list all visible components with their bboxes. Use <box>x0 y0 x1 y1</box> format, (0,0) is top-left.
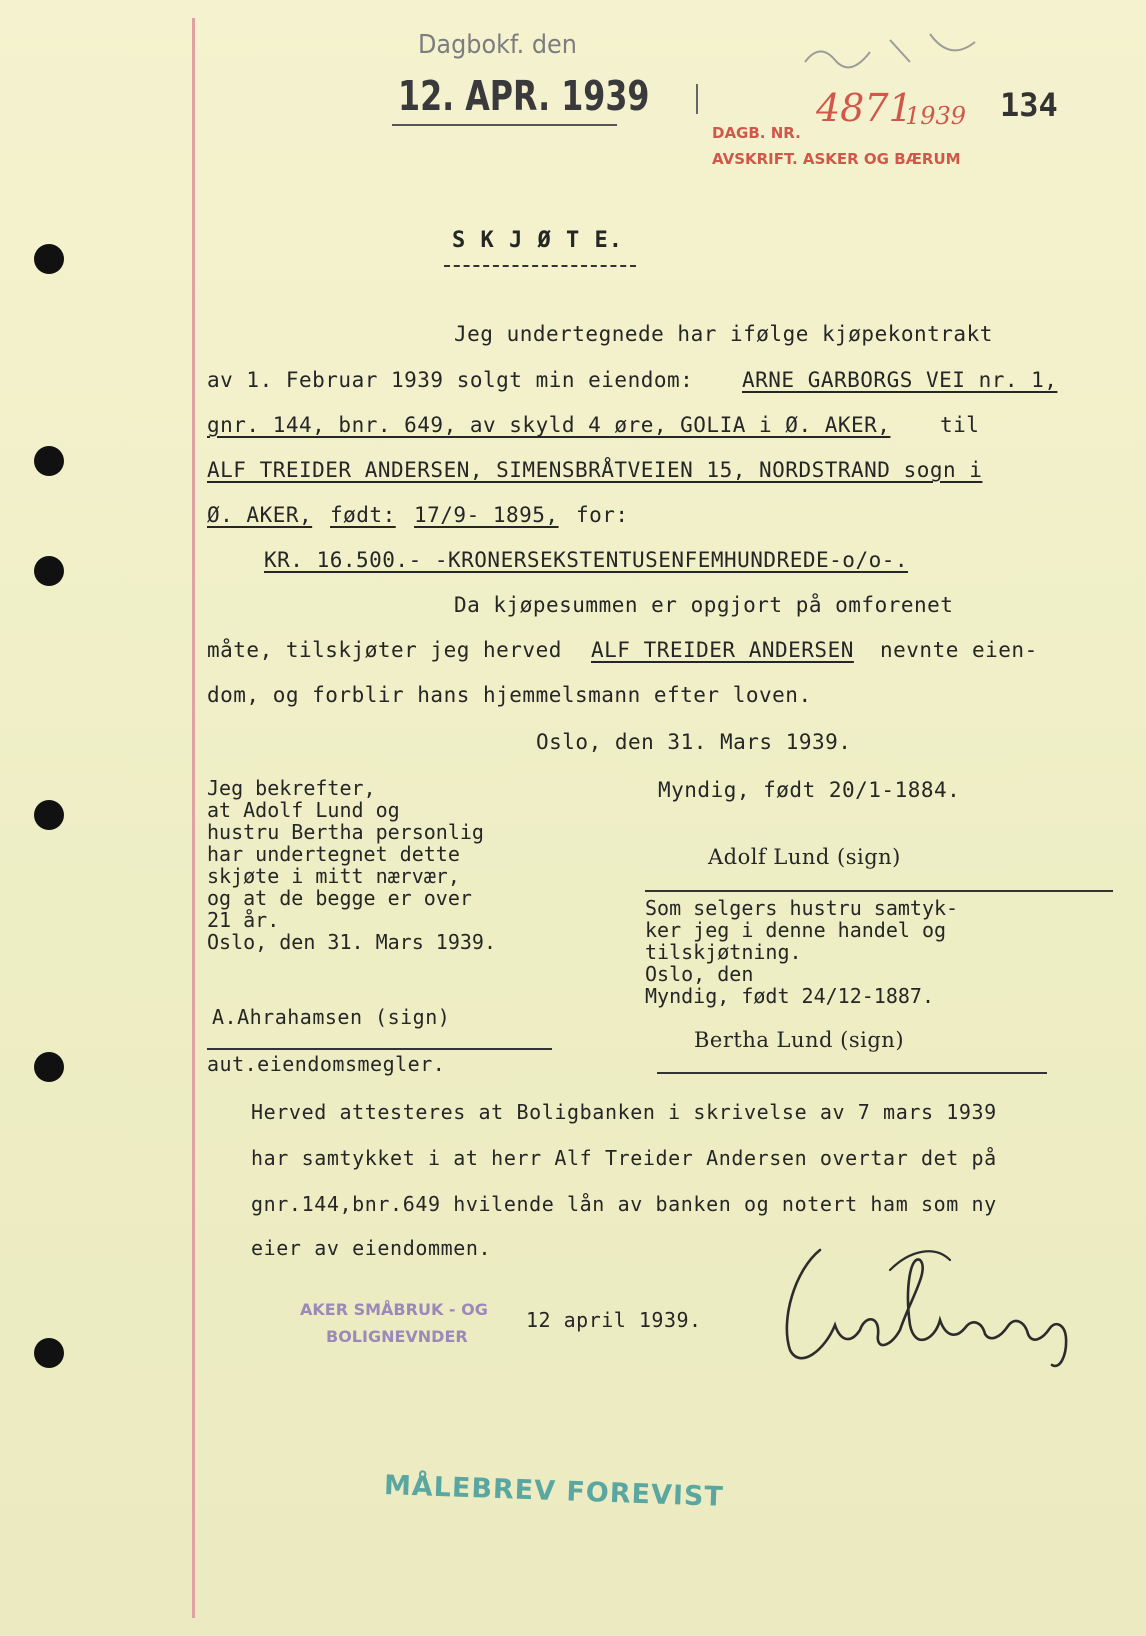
title-underline <box>444 265 636 267</box>
attestation-line-3: gnr.144,bnr.649 hvilende lån av banken og notert ham som ny <box>251 1192 997 1216</box>
buyer-name-repeat: ALF TREIDER ANDERSEN <box>591 638 854 662</box>
body-line-transfer-end: nevnte eien- <box>880 638 1038 662</box>
header-tick <box>696 84 698 114</box>
seller-majority: Myndig, født 20/1-1884. <box>658 778 961 802</box>
board-stamp-line-1: AKER SMÅBRUK - OG <box>300 1300 488 1319</box>
body-line-payment: Da kjøpesummen er opgjort på omforenet <box>454 593 954 617</box>
place-date: Oslo, den 31. Mars 1939. <box>536 730 852 754</box>
seller-signature-line <box>645 890 1113 892</box>
spouse-line-2: ker jeg i denne handel og <box>645 918 947 942</box>
punch-hole <box>34 1338 64 1368</box>
malebrev-stamp: MÅLEBREV FOREVIST <box>383 1470 725 1513</box>
body-line-transfer: måte, tilskjøter jeg herved <box>207 638 562 662</box>
property-address: ARNE GARBORGS VEI nr. 1, <box>742 368 1058 392</box>
stamp-avskrift: AVSKRIFT. ASKER OG BÆRUM <box>712 150 961 168</box>
stamp-dagb-year: 1939 <box>905 102 967 130</box>
witness-line-1: Jeg bekrefter, <box>207 776 376 800</box>
stamp-dagb-label: DAGB. NR. <box>712 124 801 142</box>
body-line-1: Jeg undertegnede har ifølge kjøpekontrakt <box>454 322 993 346</box>
witness-line-5: skjøte i mitt nærvær, <box>207 864 460 888</box>
property-cadastre: gnr. 144, bnr. 649, av skyld 4 øre, GOLIA i Ø. AKER, <box>207 413 891 437</box>
spouse-line-5: Myndig, født 24/12-1887. <box>645 984 934 1008</box>
witness-line-6: og at de begge er over <box>207 886 472 910</box>
witness-line-7: 21 år. <box>207 908 280 932</box>
spouse-signature-line <box>657 1072 1047 1074</box>
body-word-for: for: <box>576 503 629 527</box>
punch-hole <box>34 244 64 274</box>
board-stamp-line-2: BOLIGNEVNDER <box>326 1327 468 1346</box>
witness-line-2: at Adolf Lund og <box>207 798 400 822</box>
board-date: 12 april 1939. <box>526 1308 702 1332</box>
purchase-price: KR. 16.500.- -KRONERSEKSTENTUSENFEMHUNDREDE-o/o-. <box>264 548 909 572</box>
spouse-line-4: Oslo, den <box>645 962 754 986</box>
buyer-birthdate: 17/9- 1895, <box>414 503 559 527</box>
attestation-line-2: har samtykket i at herr Alf Treider Andersen overtar det på <box>251 1146 997 1170</box>
pencil-mark-graphic <box>800 22 990 82</box>
witness-line-8: Oslo, den 31. Mars 1939. <box>207 930 496 954</box>
stamp-dagb-number: 4871 <box>816 86 913 130</box>
spouse-signature: Bertha Lund (sign) <box>694 1028 905 1052</box>
witness-line-4: har undertegnet dette <box>207 842 460 866</box>
seller-signature: Adolf Lund (sign) <box>708 845 901 869</box>
dagbok-label: Dagbokf. den <box>418 30 577 60</box>
witness-signature-line <box>207 1048 552 1050</box>
date-underline <box>392 124 617 126</box>
buyer-line: ALF TREIDER ANDERSEN, SIMENSBRÅTVEIEN 15, NORDSTRAND sogn i <box>207 458 983 482</box>
punch-hole <box>34 800 64 830</box>
punch-hole <box>34 556 64 586</box>
page-number: 134 <box>1000 86 1058 124</box>
spouse-line-3: tilskjøtning. <box>645 940 802 964</box>
dagbok-date: 12. APR. 1939 <box>398 72 650 120</box>
buyer-born-label: født: <box>330 503 396 527</box>
body-line-hjemmel: dom, og forblir hans hjemmelsmann efter loven. <box>207 683 812 707</box>
witness-title: aut.eiendomsmegler. <box>207 1052 446 1076</box>
attestation-line-1: Herved attesteres at Boligbanken i skrivelse av 7 mars 1939 <box>251 1100 997 1124</box>
witness-line-3: hustru Bertha personlig <box>207 820 484 844</box>
margin-rule <box>192 18 195 1618</box>
deed-title: S K J Ø T E. <box>452 228 623 253</box>
handwritten-signature <box>760 1230 1090 1380</box>
punch-hole <box>34 446 64 476</box>
body-line-2: av 1. Februar 1939 solgt min eiendom: <box>207 368 694 392</box>
witness-signature: A.Ahrahamsen (sign) <box>212 1005 451 1029</box>
punch-hole <box>34 1052 64 1082</box>
buyer-district: Ø. AKER, <box>207 503 313 527</box>
spouse-line-1: Som selgers hustru samtyk- <box>645 896 959 920</box>
body-word-til: til <box>940 413 980 437</box>
attestation-line-4: eier av eiendommen. <box>251 1236 492 1260</box>
